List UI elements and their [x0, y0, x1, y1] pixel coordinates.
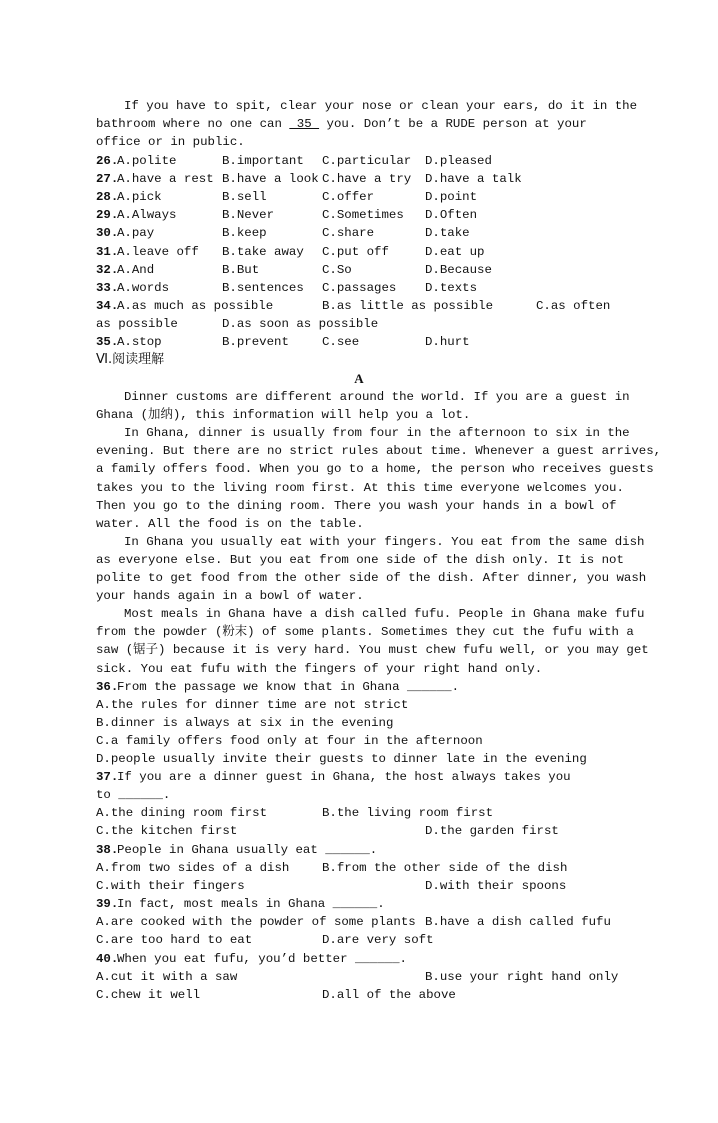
option-b: B.sentences: [222, 280, 304, 295]
question-stem: When you eat fufu, you’d better ______.: [117, 952, 407, 966]
question-number: 30.: [96, 226, 119, 241]
option-b: B.important: [222, 154, 304, 168]
option-c: C.see: [322, 335, 360, 349]
option-b: B.as little as possible: [322, 299, 494, 313]
question-number: 35.: [96, 335, 119, 349]
option-d: D.all of the above: [322, 988, 456, 1002]
option-d: D.Because: [425, 262, 492, 277]
text-fragment: you. Don’t be a RUDE person at your: [319, 117, 587, 131]
option-d: D.with their spoons: [425, 879, 567, 893]
option-c: C.Sometimes: [322, 208, 404, 223]
passage-line: evening. But there are no strict rules about time. Whenever a guest arrives,: [96, 444, 662, 459]
option-c: C.put off: [322, 244, 389, 259]
option-a: A.the dining room first: [96, 806, 268, 820]
passage-line: Then you go to the dining room. There you wash your hands in a bowl of: [96, 498, 617, 513]
option-a: A.And: [117, 262, 155, 277]
passage-line: In Ghana, dinner is usually from four in the afternoon to six in the: [124, 426, 630, 441]
option-d: D.have a talk: [425, 172, 522, 187]
question-number: 26.: [96, 154, 119, 168]
question-number: 36.: [96, 680, 119, 694]
question-stem: In fact, most meals in Ghana ______.: [117, 897, 385, 911]
passage-line: from the powder (粉末) of some plants. Sometimes they cut the fufu with a: [96, 625, 634, 640]
passage-line: a family offers food. When you go to a home, the person who receives guests: [96, 462, 654, 477]
passage-line: Most meals in Ghana have a dish called fufu. People in Ghana make fufu: [124, 607, 645, 622]
option-b: B.have a look: [222, 172, 319, 187]
option-d: D.point: [425, 190, 478, 205]
option-d: D.the garden first: [425, 824, 559, 838]
option-d: D.take: [425, 226, 470, 241]
option-a: A.polite: [117, 154, 177, 168]
option-b: B.from the other side of the dish: [322, 861, 568, 875]
option-c: C.offer: [322, 190, 375, 205]
option-b: B.prevent: [222, 335, 289, 349]
blank-35: 35: [289, 117, 320, 131]
passage-line: Ghana (加纳), this information will help you a lot.: [96, 408, 471, 423]
option-a: A.are cooked with the powder of some plants: [96, 915, 416, 929]
question-stem: People in Ghana usually eat ______.: [117, 843, 378, 857]
section-title: Ⅵ.阅读理解: [96, 352, 165, 367]
option-d: D.texts: [425, 280, 478, 295]
option-d: D.hurt: [425, 335, 470, 349]
option-b: B.dinner is always at six in the evening: [96, 716, 394, 730]
passage-line: your hands again in a bowl of water.: [96, 589, 364, 604]
passage-line: polite to get food from the other side of the dish. After dinner, you wash: [96, 571, 647, 585]
passage-line: as everyone else. But you eat from one side of the dish only. It is not: [96, 552, 624, 567]
option-b: B.have a dish called fufu: [425, 915, 611, 929]
option-d: D.eat up: [425, 244, 485, 259]
option-a: A.pick: [117, 190, 162, 205]
paragraph-line: If you have to spit, clear your nose or clean your ears, do it in the: [124, 99, 638, 113]
passage-line: In Ghana you usually eat with your fingers. You eat from the same dish: [124, 534, 645, 549]
option-c: C.chew it well: [96, 988, 201, 1002]
passage-line: takes you to the living room first. At this time everyone welcomes you.: [96, 480, 624, 495]
option-c: C.the kitchen first: [96, 824, 238, 838]
option-a: A.the rules for dinner time are not strict: [96, 698, 409, 712]
option-b: B.take away: [222, 244, 304, 259]
paragraph-line: office or in public.: [96, 135, 245, 149]
option-c: C.particular: [322, 154, 412, 168]
question-stem: If you are a dinner guest in Ghana, the host always takes you: [117, 770, 571, 784]
option-b: B.sell: [222, 190, 267, 205]
passage-line: saw (锯子) because it is very hard. You must chew fufu well, or you may get: [96, 643, 649, 658]
option-d: D.are very soft: [322, 933, 434, 947]
question-number: 29.: [96, 208, 119, 223]
question-number: 28.: [96, 190, 119, 205]
option-c: C.are too hard to eat: [96, 933, 253, 947]
option-a: A.Always: [117, 208, 177, 223]
option-c: C.a family offers food only at four in the afternoon: [96, 734, 483, 748]
option-c: C.with their fingers: [96, 879, 245, 893]
option-d: D.Often: [425, 208, 478, 223]
question-number: 39.: [96, 897, 119, 911]
passage-line: water. All the food is on the table.: [96, 516, 364, 531]
paragraph-line: [96, 115, 587, 133]
option-a: A.pay: [117, 226, 155, 241]
option-b: B.Never: [222, 208, 275, 223]
question-number: 33.: [96, 280, 119, 295]
question-number: 38.: [96, 843, 119, 857]
question-stem-continued: to ______.: [96, 788, 171, 802]
passage-line: sick. You eat fufu with the fingers of your right hand only.: [96, 661, 543, 676]
option-c-continued: as possible: [96, 317, 178, 331]
option-a: A.leave off: [117, 244, 199, 259]
option-d: D.pleased: [425, 154, 492, 168]
question-number: 27.: [96, 172, 119, 187]
option-c: C.have a try: [322, 172, 412, 187]
option-d: D.people usually invite their guests to dinner late in the evening: [96, 752, 587, 766]
option-c: C.share: [322, 226, 375, 241]
option-a: A.cut it with a saw: [96, 970, 238, 984]
option-b: B.the living room first: [322, 806, 494, 820]
option-a: A.from two sides of a dish: [96, 861, 290, 875]
option-a: A.stop: [117, 335, 162, 349]
passage-line: Dinner customs are different around the world. If you are a guest in: [124, 390, 630, 404]
passage-label: A: [354, 371, 364, 386]
question-number: 34.: [96, 299, 119, 313]
option-a: A.words: [117, 280, 170, 295]
option-a: A.have a rest: [117, 172, 214, 187]
option-a: A.as much as possible: [117, 299, 274, 313]
option-c: C.So: [322, 262, 352, 277]
option-b: B.keep: [222, 226, 267, 241]
option-b: B.use your right hand only: [425, 970, 619, 984]
option-d: D.as soon as possible: [222, 317, 379, 331]
question-number: 32.: [96, 262, 119, 277]
question-number: 31.: [96, 244, 119, 259]
question-number: 40.: [96, 952, 119, 966]
question-number: 37.: [96, 770, 119, 784]
option-b: B.But: [222, 262, 260, 277]
option-c: C.as often: [536, 299, 611, 313]
text-fragment: bathroom where no one can: [96, 117, 290, 131]
option-c: C.passages: [322, 280, 397, 295]
question-stem: From the passage we know that in Ghana ______.: [117, 680, 460, 694]
